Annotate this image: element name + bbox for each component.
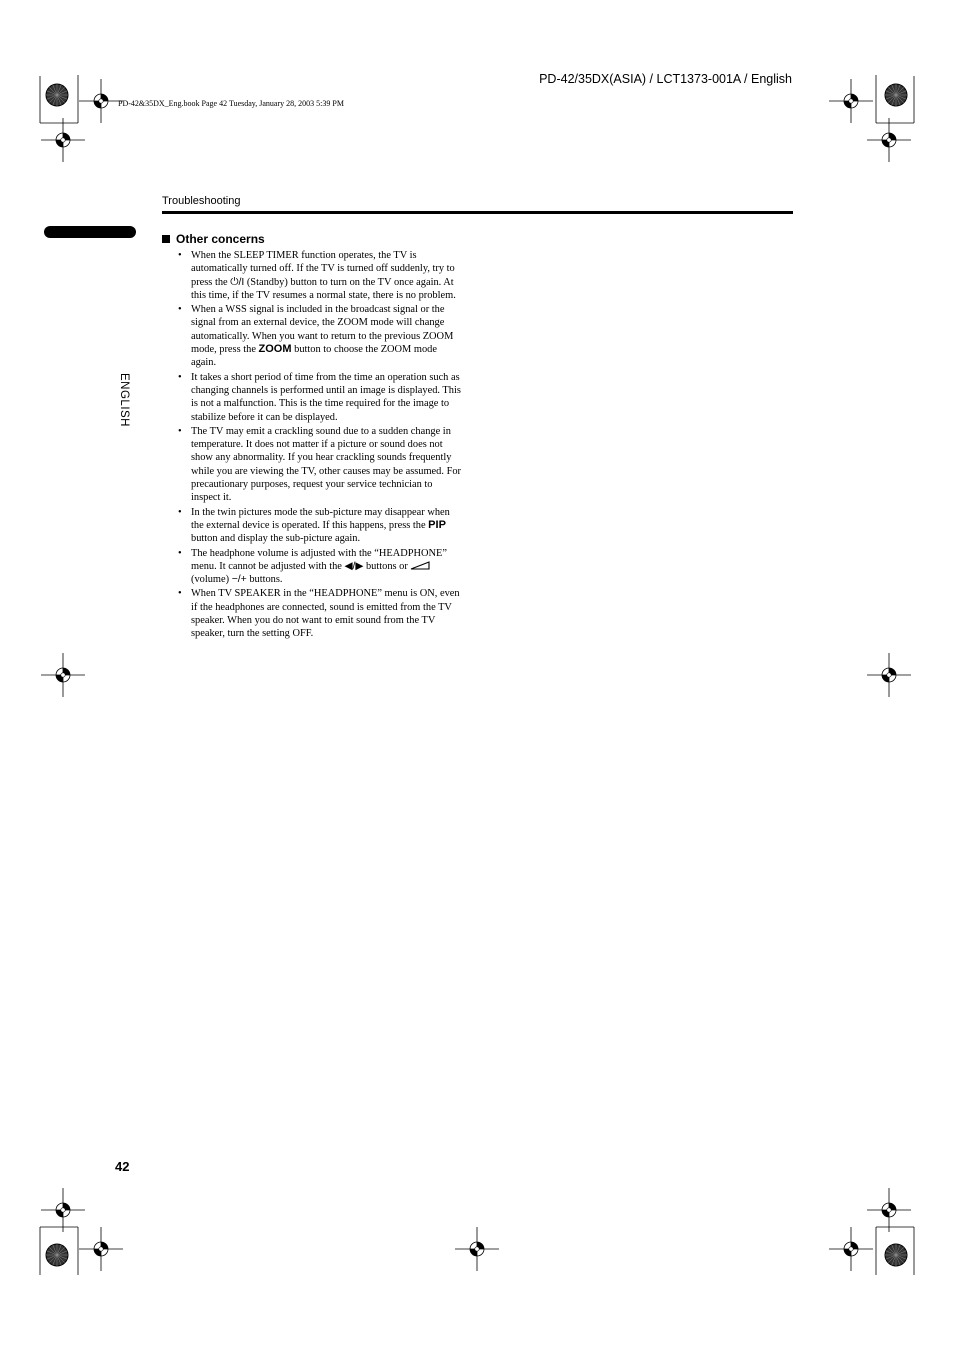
- page-number: 42: [115, 1159, 130, 1174]
- item-text: buttons.: [246, 574, 283, 586]
- item-text: button and display the sub-picture again.: [191, 533, 361, 545]
- item-text: When TV SPEAKER in the “HEADPHONE” menu is ON, even if the headphones are connected, sound is emitted from the TV speaker. When you do not want to emit sound from the TV speaker, turn the setting OFF.: [191, 588, 460, 640]
- zoom-button-label: ZOOM: [258, 343, 292, 356]
- item-text: The TV may emit a crackling sound due to a sudden change in temperature. It does not matter if a picture or sound does not show any abnormality. If you hear crackling sounds frequently while you are viewing the TV, other causes may be assumed. For precautionary purposes, request your service technician to inspect it.: [191, 425, 461, 504]
- file-info: PD-42&35DX_Eng.book Page 42 Tuesday, January 28, 2003 5:39 PM: [118, 99, 344, 108]
- heading-text: Other concerns: [176, 232, 265, 246]
- pip-button-label: PIP: [428, 518, 446, 531]
- item-text: The headphone volume is adjusted with the “HEADPHONE” menu. It cannot be adjusted with the: [191, 547, 447, 572]
- item-text: When a WSS signal is included in the broadcast signal or the signal from an external device, the ZOOM mode will change automatically. When you want to return to the previous ZOOM mode, press the: [191, 304, 454, 356]
- item-text: When the SLEEP TIMER function operates, the TV is automatically turned off. If the TV is turned off suddenly, try to press the: [191, 250, 455, 288]
- document-code: PD-42/35DX(ASIA) / LCT1373-001A / English: [539, 72, 792, 86]
- item-text: It takes a short period of time from the time an operation such as changing channels is performed until an image is displayed. This is not a malfunction. This is the time required for the image to stabilize before it can be displayed.: [191, 371, 461, 423]
- left-right-arrow-icon: ◀/▶: [344, 560, 364, 572]
- item-text: buttons or: [363, 560, 411, 572]
- item-text: In the twin pictures mode the sub-picture may disappear when the external device is operated. If this happens, press the: [191, 506, 450, 531]
- item-text: button to choose the ZOOM mode again.: [191, 344, 437, 369]
- section-label: Troubleshooting: [162, 195, 241, 207]
- item-text: (Standby) button to turn on the TV once again. At this time, if the TV resumes a normal state, there is no problem.: [191, 276, 456, 301]
- language-label: ENGLISH: [118, 373, 130, 427]
- standby-icon: ⏻/I: [230, 276, 245, 288]
- minus-plus-icon: −/+: [231, 574, 247, 586]
- item-text: (volume): [191, 574, 232, 586]
